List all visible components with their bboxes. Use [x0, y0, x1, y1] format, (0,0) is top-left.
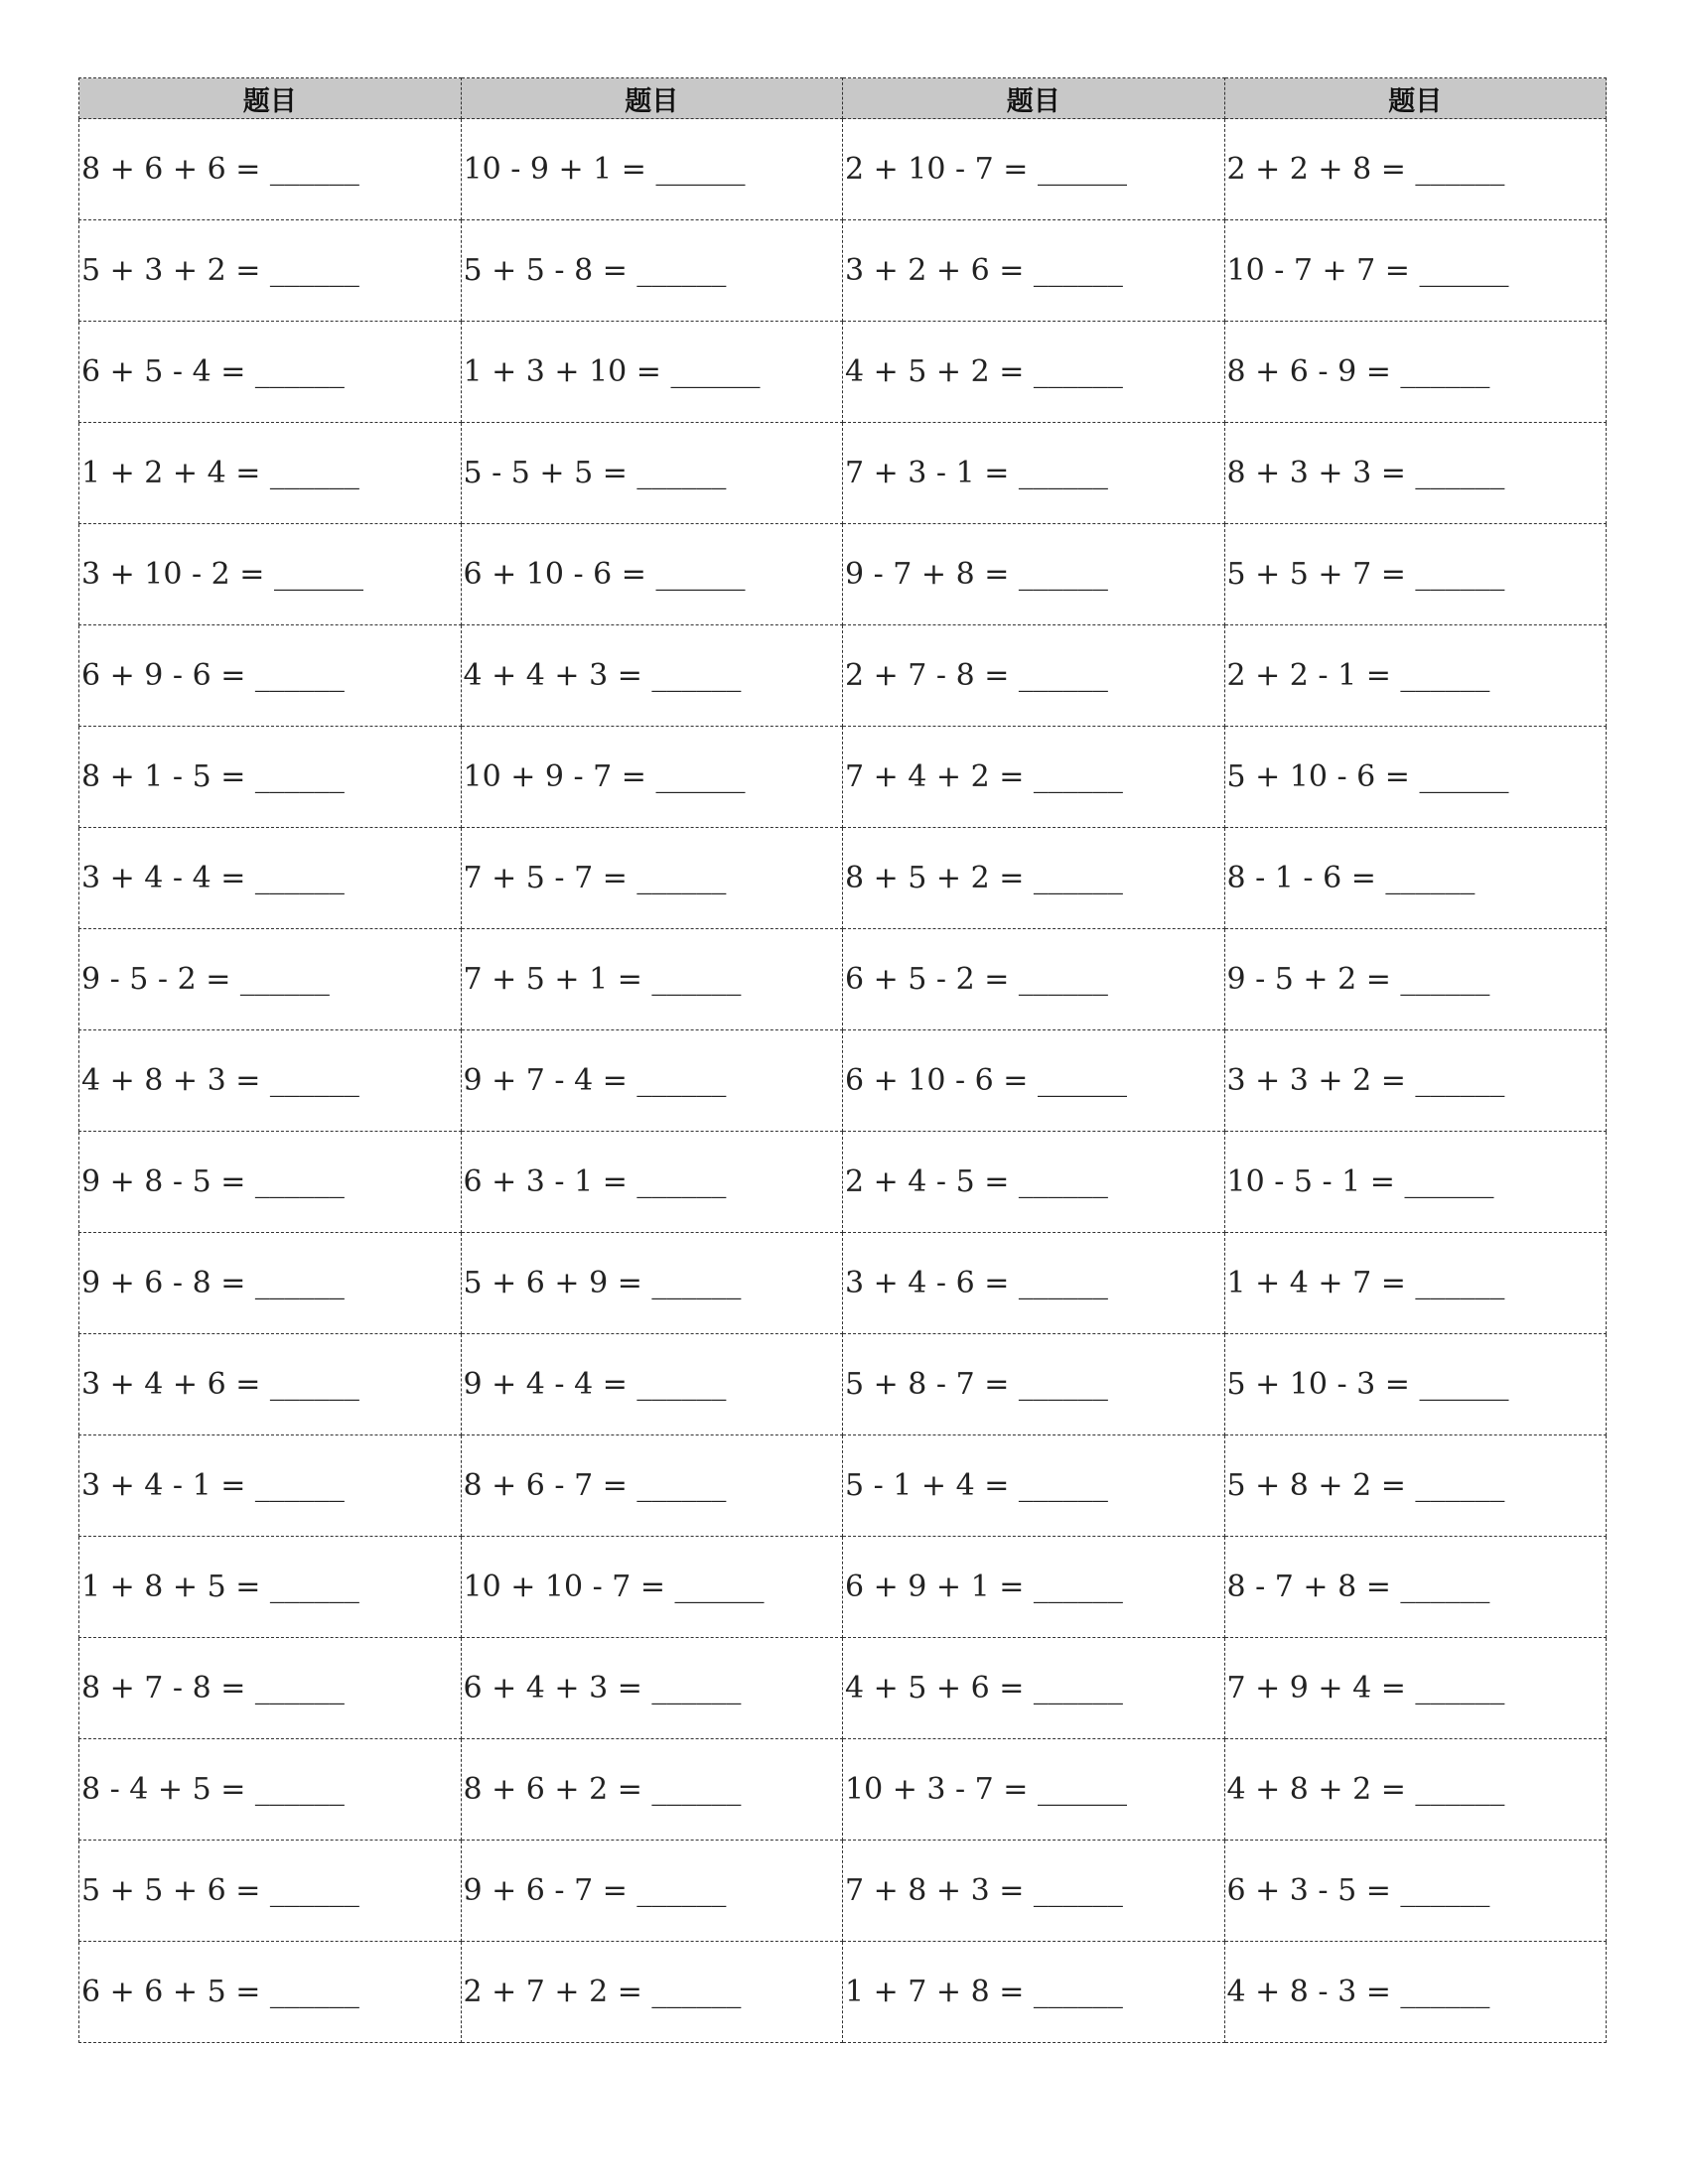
problem-cell: 8 + 6 + 6 = ______	[79, 119, 462, 220]
problem-cell: 6 + 4 + 3 = ______	[461, 1638, 843, 1739]
problem-cell: 3 + 4 - 4 = ______	[79, 828, 462, 929]
problem-cell: 2 + 7 + 2 = ______	[461, 1942, 843, 2043]
problem-cell: 6 + 3 - 1 = ______	[461, 1132, 843, 1233]
table-row	[79, 1132, 1607, 1233]
problem-cell: 5 + 5 + 6 = ______	[79, 1841, 462, 1942]
problem-cell: 3 + 2 + 6 = ______	[843, 220, 1225, 322]
problem-cell: 5 + 10 - 6 = ______	[1224, 727, 1607, 828]
column-header: 题目	[1224, 78, 1607, 119]
problem-cell: 8 + 6 - 9 = ______	[1224, 322, 1607, 423]
table-row	[79, 1435, 1607, 1537]
table-row	[79, 1233, 1607, 1334]
problem-cell: 8 + 5 + 2 = ______	[843, 828, 1225, 929]
problem-cell: 1 + 7 + 8 = ______	[843, 1942, 1225, 2043]
problem-cell: 8 + 1 - 5 = ______	[79, 727, 462, 828]
problem-cell: 1 + 8 + 5 = ______	[79, 1537, 462, 1638]
table-row	[79, 1030, 1607, 1132]
problem-cell: 8 + 6 + 2 = ______	[461, 1739, 843, 1841]
problem-cell: 10 - 9 + 1 = ______	[461, 119, 843, 220]
problem-cell: 5 - 1 + 4 = ______	[843, 1435, 1225, 1537]
problem-cell: 4 + 5 + 6 = ______	[843, 1638, 1225, 1739]
problem-cell: 4 + 8 - 3 = ______	[1224, 1942, 1607, 2043]
worksheet-table	[78, 77, 1607, 2043]
problem-cell: 5 + 10 - 3 = ______	[1224, 1334, 1607, 1435]
problem-cell: 5 + 3 + 2 = ______	[79, 220, 462, 322]
table-row	[79, 727, 1607, 828]
problem-cell: 5 + 8 + 2 = ______	[1224, 1435, 1607, 1537]
problem-cell: 10 + 9 - 7 = ______	[461, 727, 843, 828]
problem-cell: 7 + 5 - 7 = ______	[461, 828, 843, 929]
problem-cell: 6 + 5 - 4 = ______	[79, 322, 462, 423]
problem-cell: 9 + 4 - 4 = ______	[461, 1334, 843, 1435]
problem-cell: 6 + 5 - 2 = ______	[843, 929, 1225, 1030]
problem-cell: 7 + 5 + 1 = ______	[461, 929, 843, 1030]
table-row	[79, 1334, 1607, 1435]
table-row	[79, 929, 1607, 1030]
problem-cell: 2 + 10 - 7 = ______	[843, 119, 1225, 220]
table-row	[79, 1739, 1607, 1841]
problem-cell: 7 + 9 + 4 = ______	[1224, 1638, 1607, 1739]
problem-cell: 1 + 3 + 10 = ______	[461, 322, 843, 423]
problem-cell: 5 - 5 + 5 = ______	[461, 423, 843, 524]
problem-cell: 8 - 1 - 6 = ______	[1224, 828, 1607, 929]
problem-cell: 9 - 5 + 2 = ______	[1224, 929, 1607, 1030]
problem-cell: 9 - 7 + 8 = ______	[843, 524, 1225, 625]
problem-cell: 3 + 4 - 6 = ______	[843, 1233, 1225, 1334]
problem-cell: 4 + 8 + 3 = ______	[79, 1030, 462, 1132]
table-row	[79, 1942, 1607, 2043]
problem-cell: 3 + 4 + 6 = ______	[79, 1334, 462, 1435]
column-header: 题目	[79, 78, 462, 119]
problem-cell: 9 - 5 - 2 = ______	[79, 929, 462, 1030]
problem-cell: 7 + 4 + 2 = ______	[843, 727, 1225, 828]
problem-cell: 9 + 6 - 8 = ______	[79, 1233, 462, 1334]
problem-cell: 4 + 8 + 2 = ______	[1224, 1739, 1607, 1841]
problem-cell: 4 + 5 + 2 = ______	[843, 322, 1225, 423]
problem-cell: 8 - 4 + 5 = ______	[79, 1739, 462, 1841]
problem-cell: 8 - 7 + 8 = ______	[1224, 1537, 1607, 1638]
table-row	[79, 1537, 1607, 1638]
problem-cell: 10 + 3 - 7 = ______	[843, 1739, 1225, 1841]
problem-cell: 3 + 10 - 2 = ______	[79, 524, 462, 625]
problem-cell: 5 + 8 - 7 = ______	[843, 1334, 1225, 1435]
problem-cell: 3 + 3 + 2 = ______	[1224, 1030, 1607, 1132]
problem-cell: 7 + 8 + 3 = ______	[843, 1841, 1225, 1942]
problem-cell: 6 + 3 - 5 = ______	[1224, 1841, 1607, 1942]
table-row	[79, 625, 1607, 727]
problem-cell: 9 + 8 - 5 = ______	[79, 1132, 462, 1233]
column-header: 题目	[461, 78, 843, 119]
table-row	[79, 524, 1607, 625]
problem-cell: 6 + 10 - 6 = ______	[461, 524, 843, 625]
table-row	[79, 119, 1607, 220]
problem-cell: 6 + 10 - 6 = ______	[843, 1030, 1225, 1132]
problem-cell: 2 + 2 + 8 = ______	[1224, 119, 1607, 220]
problem-cell: 10 + 10 - 7 = ______	[461, 1537, 843, 1638]
problem-cell: 10 - 7 + 7 = ______	[1224, 220, 1607, 322]
table-row	[79, 1638, 1607, 1739]
problem-cell: 9 + 6 - 7 = ______	[461, 1841, 843, 1942]
problem-cell: 8 + 7 - 8 = ______	[79, 1638, 462, 1739]
table-row	[79, 828, 1607, 929]
problem-cell: 2 + 7 - 8 = ______	[843, 625, 1225, 727]
problem-cell: 5 + 5 - 8 = ______	[461, 220, 843, 322]
header-row	[79, 78, 1607, 119]
problem-cell: 6 + 9 - 6 = ______	[79, 625, 462, 727]
problem-cell: 9 + 7 - 4 = ______	[461, 1030, 843, 1132]
problem-cell: 6 + 6 + 5 = ______	[79, 1942, 462, 2043]
problem-cell: 7 + 3 - 1 = ______	[843, 423, 1225, 524]
problem-cell: 5 + 6 + 9 = ______	[461, 1233, 843, 1334]
problem-cell: 6 + 9 + 1 = ______	[843, 1537, 1225, 1638]
problem-cell: 8 + 6 - 7 = ______	[461, 1435, 843, 1537]
problem-cell: 8 + 3 + 3 = ______	[1224, 423, 1607, 524]
table-row	[79, 423, 1607, 524]
table-row	[79, 322, 1607, 423]
table-row	[79, 1841, 1607, 1942]
problem-cell: 1 + 4 + 7 = ______	[1224, 1233, 1607, 1334]
column-header: 题目	[843, 78, 1225, 119]
problem-cell: 2 + 2 - 1 = ______	[1224, 625, 1607, 727]
problem-cell: 3 + 4 - 1 = ______	[79, 1435, 462, 1537]
problem-cell: 1 + 2 + 4 = ______	[79, 423, 462, 524]
problem-cell: 2 + 4 - 5 = ______	[843, 1132, 1225, 1233]
problem-cell: 10 - 5 - 1 = ______	[1224, 1132, 1607, 1233]
problem-cell: 5 + 5 + 7 = ______	[1224, 524, 1607, 625]
table-row	[79, 220, 1607, 322]
problem-cell: 4 + 4 + 3 = ______	[461, 625, 843, 727]
